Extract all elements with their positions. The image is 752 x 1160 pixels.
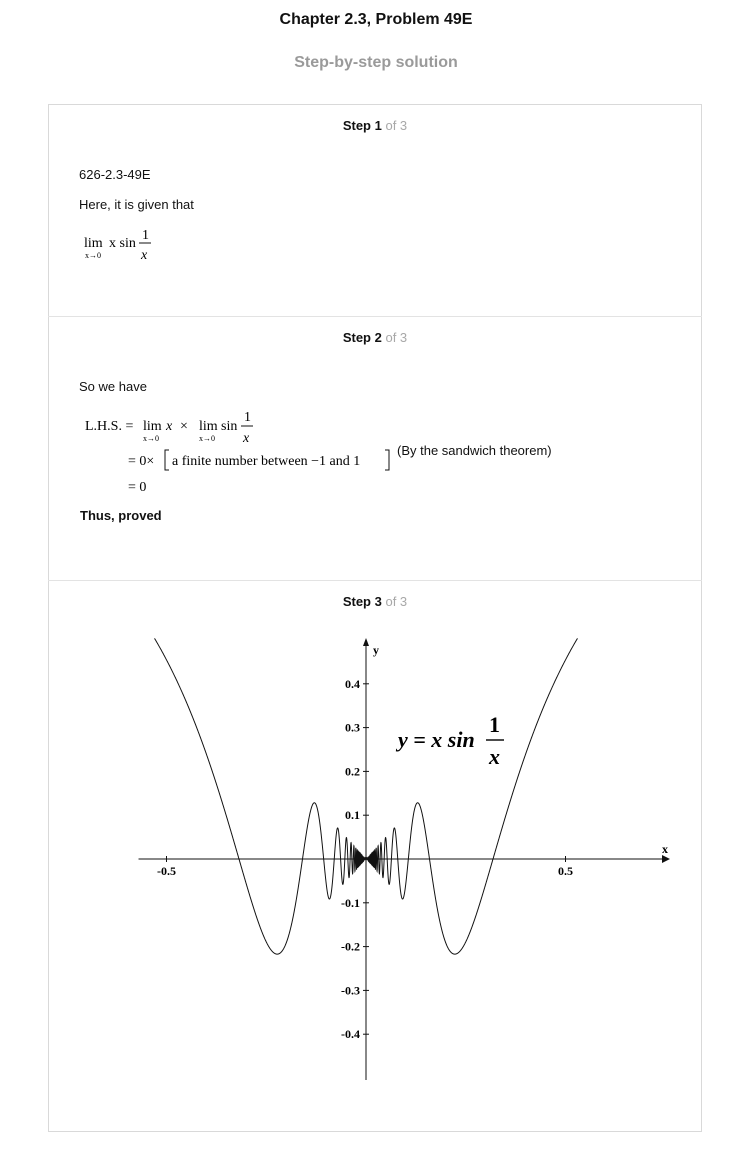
conclusion: Thus, proved [80, 508, 162, 523]
line3-result: = 0 [128, 480, 147, 495]
y-tick-label: -0.1 [341, 895, 360, 910]
y-tick-label: -0.2 [341, 939, 360, 954]
y-axis-label: y [373, 643, 379, 657]
page-subtitle: Step-by-step solution [294, 54, 458, 71]
x-axis-label: x [662, 842, 668, 856]
sandwich-note: (By the sandwich theorem) [397, 443, 552, 458]
lim-a-body: x [166, 419, 173, 434]
step-1-number: Step 1 [342, 118, 382, 133]
frac-numerator: 1 [244, 410, 251, 425]
y-axis-arrow [363, 638, 369, 646]
y-tick-label: 0.4 [345, 676, 360, 691]
frac-denominator: x [141, 248, 148, 263]
step-3-number: Step 3 [342, 594, 382, 609]
y-tick-label: -0.3 [341, 983, 360, 998]
times-sign: × [180, 419, 188, 434]
problem-reference: 626-2.3-49E [79, 167, 151, 182]
equation-label [395, 712, 504, 769]
lim-b-text: lim [199, 419, 218, 434]
step-1-of: of 3 [385, 118, 408, 133]
line2-eq: = 0× [128, 454, 155, 469]
axes [139, 638, 670, 1080]
y-tick-label: 0.3 [345, 720, 360, 735]
lim-b-subscript: x→0 [199, 434, 215, 443]
lim-text: lim [84, 236, 103, 251]
step-2-intro: So we have [79, 379, 147, 394]
x-tick-label: 0.5 [558, 864, 573, 878]
expr-body: x sin [109, 236, 136, 251]
equation-frac-denominator: x [489, 744, 500, 769]
lhs-label: L.H.S. = [85, 419, 134, 434]
lim-a-subscript: x→0 [143, 434, 159, 443]
step-3-of: of 3 [385, 594, 408, 609]
equation-frac-numerator: 1 [489, 712, 500, 737]
y-tick-label: 0.2 [345, 764, 360, 779]
lim-subscript: x→0 [85, 251, 101, 260]
frac-denominator: x [243, 431, 250, 446]
y-tick-label: -0.4 [341, 1027, 360, 1042]
step-2-of: of 3 [385, 330, 408, 345]
y-tick-label: 0.1 [345, 808, 360, 823]
page-title: Chapter 2.3, Problem 49E [279, 11, 473, 28]
lim-b-body: sin [221, 419, 238, 434]
frac-numerator: 1 [142, 228, 149, 243]
equation-lhs: y = x sin [398, 727, 475, 752]
step-1-intro: Here, it is given that [79, 197, 194, 212]
step-2-number: Step 2 [342, 330, 382, 345]
x-tick-label: -0.5 [157, 864, 176, 878]
x-axis-arrow [662, 855, 670, 863]
lim-a-text: lim [143, 419, 162, 434]
bracket-text: a finite number between −1 and 1 [172, 454, 361, 469]
